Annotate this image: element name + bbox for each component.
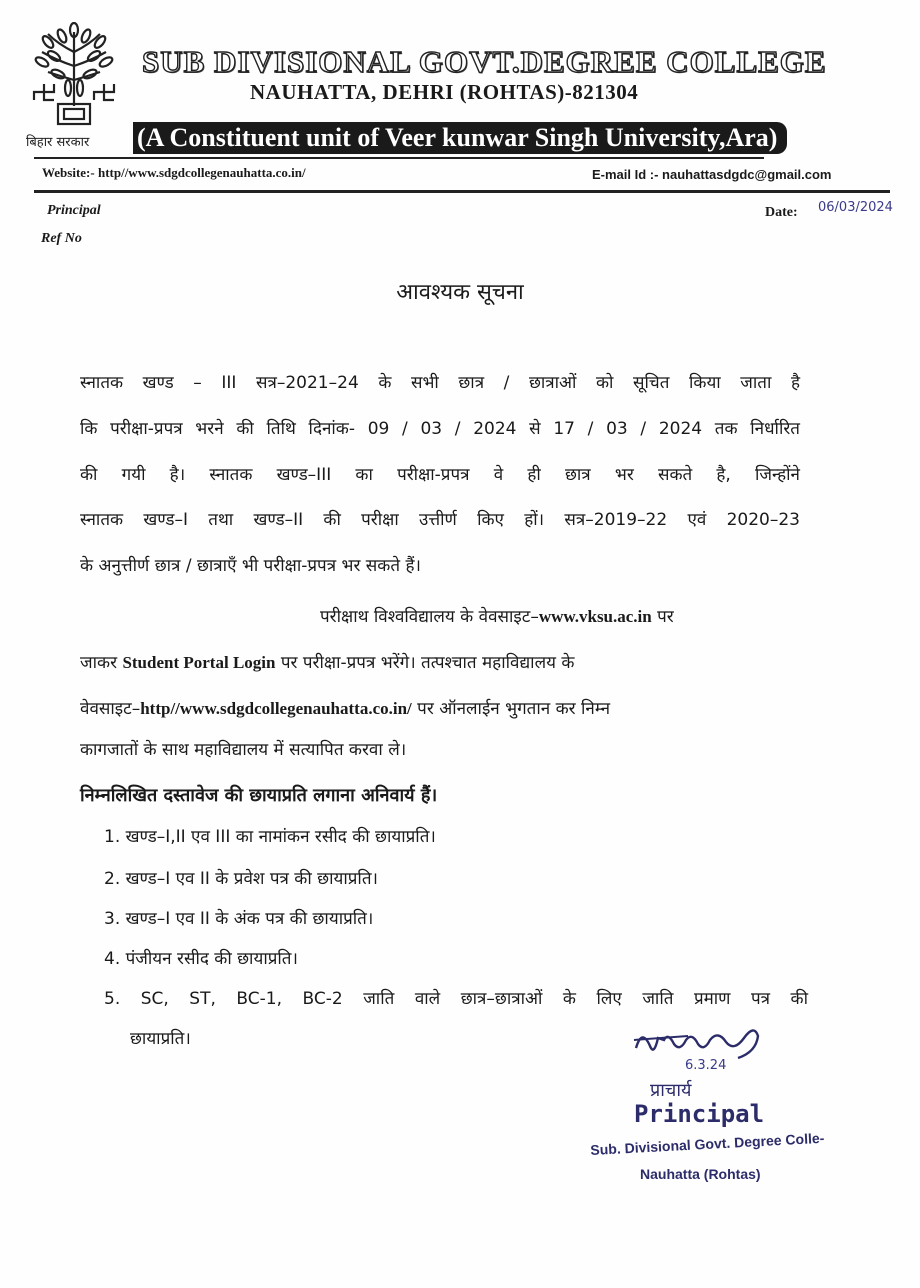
ref-no: Ref No: [41, 231, 82, 246]
notice-line: के अनुत्तीर्ण छात्र / छात्राएँ भी परीक्षा-प्रपत्र भर सकते हैं।: [80, 556, 421, 576]
text: पर: [651, 607, 674, 627]
text: जाकर: [80, 653, 123, 673]
notice-line: की गयी है। स्नातक खण्ड–III का परीक्षा-प्रपत्र वे ही छात्र भर सकते है, जिन्होंने: [80, 465, 800, 485]
date-label: Date:: [765, 205, 798, 220]
website-text: Website:- http//www.sdgdcollegenauhatta.co.in/: [42, 165, 306, 180]
email-text: E-mail Id :- nauhattasdgdc@gmail.com: [592, 167, 832, 182]
university-website-link: www.vksu.ac.in: [538, 607, 652, 626]
notice-line: [320, 594, 810, 640]
college-website-link: http//www.sdgdcollegenauhatta.co.in/: [140, 699, 412, 718]
notice-line: कागजातों के साथ महाविद्यालय में सत्यापित करवा ले।: [80, 740, 407, 760]
date-value: 06/03/2024: [818, 200, 893, 215]
divider: [34, 157, 764, 159]
bihar-government-logo: [28, 22, 120, 134]
notice-line: [80, 686, 800, 732]
stamp-college: Sub. Divisional Govt. Degree Colle-: [590, 1129, 825, 1158]
notice-heading: आवश्यक सूचना: [396, 280, 524, 305]
signature-date: 6.3.24: [685, 1058, 727, 1073]
document-item: 2. खण्ड–I एव II के प्रवेश पत्र की छायाप्रति।: [104, 869, 378, 889]
college-name: SUB DIVISIONAL GOVT.DEGREE COLLEGE: [142, 44, 827, 79]
text: वेवसाइट–: [80, 699, 141, 719]
documents-heading: निम्नलिखित दस्तावेज की छायाप्रति लगाना अनिवार्य हैं।: [80, 785, 438, 806]
affiliation-banner: (A Constituent unit of Veer kunwar Singh University,Ara): [133, 122, 787, 154]
stamp-title: Principal: [634, 1100, 765, 1128]
text: पर ऑनलाईन भुगतान कर निम्न: [411, 699, 611, 719]
notice-line: कि परीक्षा-प्रपत्र भरने की तिथि दिनांक- 09 / 03 / 2024 से 17 / 03 / 2024 तक निर्धारित: [80, 419, 800, 439]
divider: [34, 190, 890, 193]
notice-line: स्नातक खण्ड – III सत्र–2021–24 के सभी छात्र / छात्राओं को सूचित किया जाता है: [80, 373, 800, 393]
document-item-continuation: छायाप्रति।: [130, 1029, 191, 1049]
document-item: 1. खण्ड–I,II एव III का नामांकन रसीद की छायाप्रति।: [104, 827, 436, 847]
document-item: 3. खण्ड–I एव II के अंक पत्र की छायाप्रति।: [104, 909, 374, 929]
logo-caption: बिहार सरकार: [26, 135, 90, 150]
stamp-title-hindi: प्राचार्य: [650, 1080, 692, 1101]
notice-line: स्नातक खण्ड–I तथा खण्ड–II की परीक्षा उत्तीर्ण किए हों। सत्र–2019–22 एवं 2020–23: [80, 510, 800, 530]
text: पर परीक्षा-प्रपत्र भरेंगे। तत्पश्चात महाविद्यालय के: [275, 653, 575, 673]
document-item: 5. SC, ST, BC-1, BC-2 जाति वाले छात्र–छात्राओं के लिए जाति प्रमाण पत्र की: [104, 989, 808, 1009]
from-principal: Principal: [47, 203, 101, 218]
document-item: 4. पंजीयन रसीद की छायाप्रति।: [104, 949, 298, 969]
notice-line: [80, 640, 720, 686]
student-portal-login-text: Student Portal Login: [122, 653, 276, 672]
text: परीक्षाथ विश्वविद्यालय के वेवसाइट–: [320, 607, 539, 627]
college-address: NAUHATTA, DEHRI (ROHTAS)-821304: [250, 80, 639, 104]
stamp-place: Nauhatta (Rohtas): [640, 1166, 761, 1182]
